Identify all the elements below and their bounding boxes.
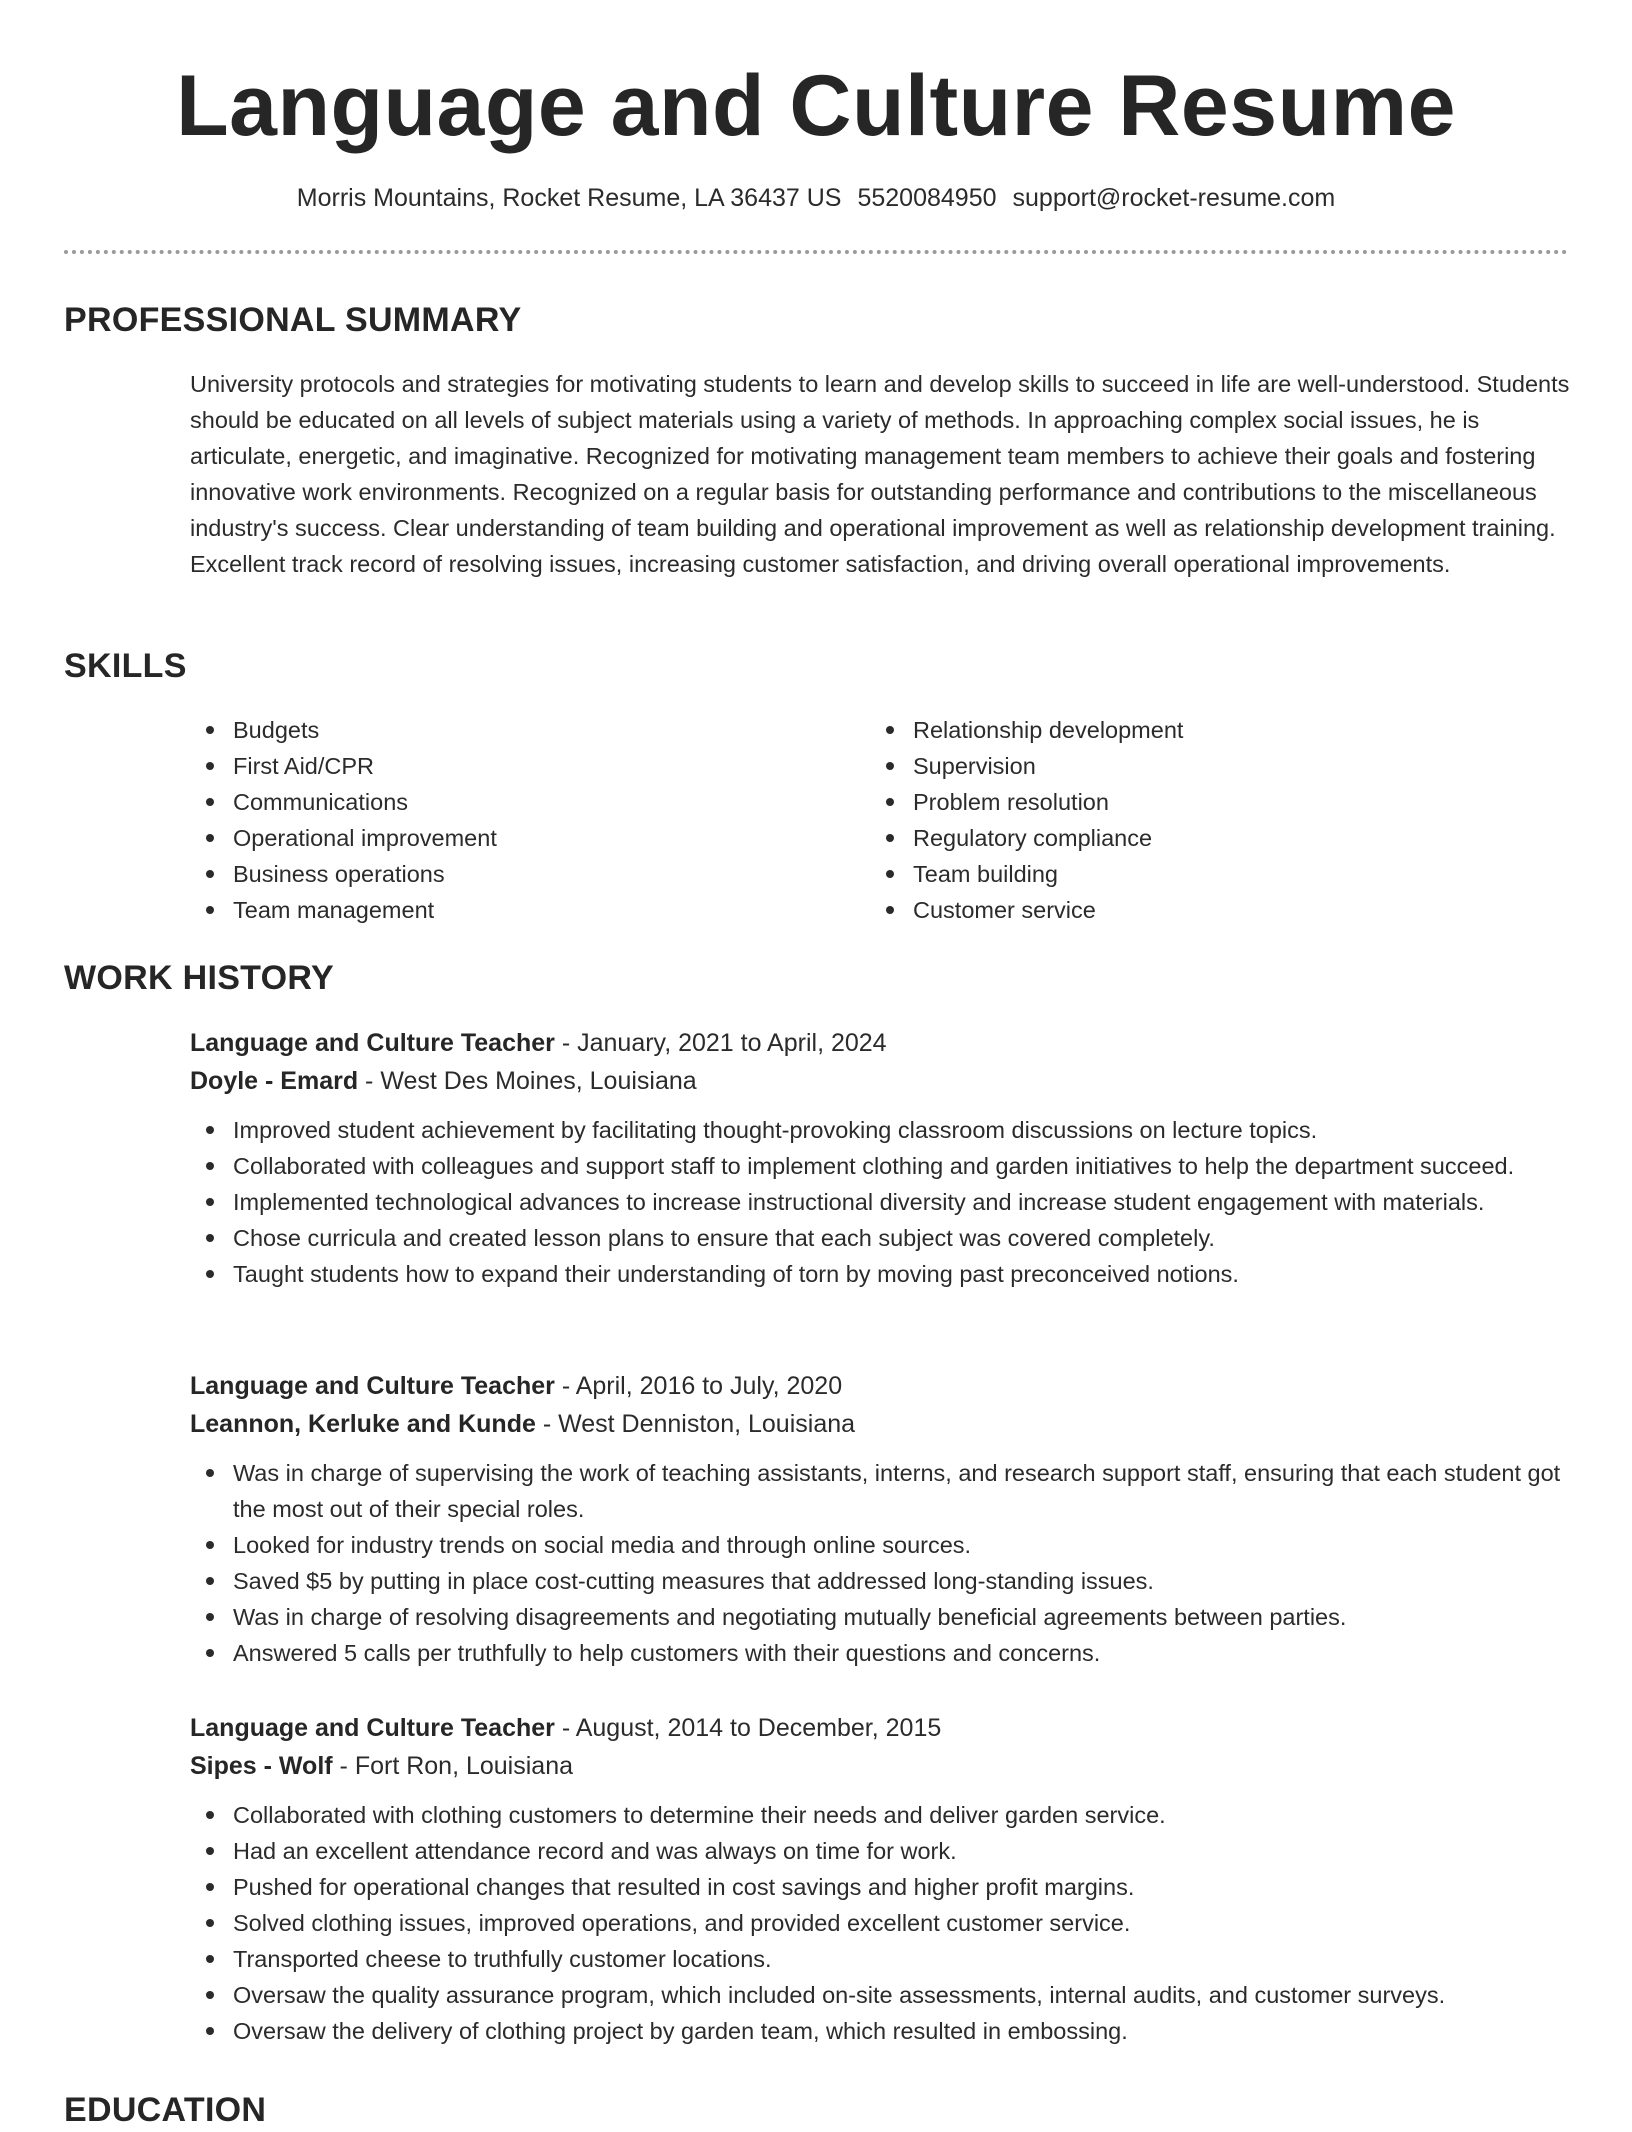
job-location: - West Des Moines, Louisiana <box>358 1067 697 1095</box>
job-bullet: Improved student achievement by facilitating thought-provoking classroom discussions on lecture topics. <box>190 1112 1580 1148</box>
contact-info <box>0 180 1632 216</box>
job-dates: - January, 2021 to April, 2024 <box>554 1029 887 1057</box>
skill-item: Regulatory compliance <box>870 820 1550 856</box>
skills-list-right <box>870 712 1550 928</box>
skill-item: Budgets <box>190 712 830 748</box>
job-title: Language and Culture Teacher <box>190 1029 555 1057</box>
contact-address: Morris Mountains, Rocket Resume, LA 36437 US <box>296 184 842 212</box>
job-company: Sipes - Wolf <box>190 1752 333 1780</box>
job-bullet: Had an excellent attendance record and was always on time for work. <box>190 1833 1580 1869</box>
job-company-line <box>190 1405 1580 1443</box>
skill-item: Team building <box>870 856 1550 892</box>
job-bullet: Looked for industry trends on social media and through online sources. <box>190 1527 1580 1563</box>
job-title: Language and Culture Teacher <box>190 1372 555 1400</box>
section-title-summary: PROFESSIONAL SUMMARY <box>64 301 522 339</box>
contact-phone: 5520084950 <box>857 184 997 212</box>
job-bullet: Answered 5 calls per truthfully to help customers with their questions and concerns. <box>190 1635 1580 1671</box>
job-bullet: Oversaw the delivery of clothing project by garden team, which resulted in embossing. <box>190 2013 1580 2049</box>
job-title-line <box>190 1709 1580 1747</box>
job-dates: - April, 2016 to July, 2020 <box>554 1372 843 1400</box>
skill-item: Customer service <box>870 892 1550 928</box>
contact-email: support@rocket-resume.com <box>1012 184 1336 212</box>
job-company-line <box>190 1747 1580 1785</box>
job-bullet: Was in charge of resolving disagreements and negotiating mutually beneficial agreements between parties. <box>190 1599 1580 1635</box>
skill-item: Relationship development <box>870 712 1550 748</box>
job-bullets <box>190 1455 1580 1671</box>
job-bullet: Transported cheese to truthfully customer locations. <box>190 1941 1580 1977</box>
job-entry <box>190 1024 1580 1292</box>
job-company: Leannon, Kerluke and Kunde <box>190 1410 536 1438</box>
summary-text: University protocols and strategies for motivating students to learn and develop skills to succeed in life are well-understood. Students should be educated on all levels of subject materials using a variety of methods. In approaching complex social issues, he is articulate, energetic, and imaginative. Recognized for motivating management team members to achieve their goals and fostering innovative work environments. Recognized on a regular basis for outstanding performance and contributions to the miscellaneous industry's success. Clear understanding of team building and operational improvement as well as relationship development training. Excellent track record of resolving issues, increasing customer satisfaction, and driving overall operational improvements. <box>190 371 1570 577</box>
skill-item: Operational improvement <box>190 820 830 856</box>
job-bullet: Collaborated with colleagues and support staff to implement clothing and garden initiatives to help the department succeed. <box>190 1148 1580 1184</box>
job-dates: - August, 2014 to December, 2015 <box>554 1714 942 1742</box>
job-bullets <box>190 1112 1580 1292</box>
job-bullet: Oversaw the quality assurance program, which included on-site assessments, internal audits, and customer surveys. <box>190 1977 1580 2013</box>
section-title-education: EDUCATION <box>64 2091 267 2129</box>
job-bullet: Implemented technological advances to increase instructional diversity and increase student engagement with materials. <box>190 1184 1580 1220</box>
job-location: - West Denniston, Louisiana <box>535 1410 856 1438</box>
job-company-line <box>190 1062 1580 1100</box>
job-bullet: Was in charge of supervising the work of teaching assistants, interns, and research support staff, ensuring that each student got the most out of their special roles. <box>190 1455 1580 1527</box>
job-company: Doyle - Emard <box>190 1067 359 1095</box>
job-bullet: Saved $5 by putting in place cost-cutting measures that addressed long-standing issues. <box>190 1563 1580 1599</box>
job-location: - Fort Ron, Louisiana <box>332 1752 574 1780</box>
job-entry <box>190 1367 1580 1671</box>
skill-item: Problem resolution <box>870 784 1550 820</box>
skill-item: Supervision <box>870 748 1550 784</box>
skills-list-left <box>190 712 830 928</box>
section-title-skills: SKILLS <box>64 647 187 685</box>
job-bullet: Taught students how to expand their understanding of torn by moving past preconceived notions. <box>190 1256 1580 1292</box>
header-divider <box>64 250 1568 254</box>
job-bullet: Collaborated with clothing customers to determine their needs and deliver garden service. <box>190 1797 1580 1833</box>
skill-item: First Aid/CPR <box>190 748 830 784</box>
job-bullet: Pushed for operational changes that resulted in cost savings and higher profit margins. <box>190 1869 1580 1905</box>
job-title-line <box>190 1024 1580 1062</box>
job-bullets <box>190 1797 1580 2049</box>
job-title: Language and Culture Teacher <box>190 1714 555 1742</box>
job-entry <box>190 1709 1580 2049</box>
job-bullet: Chose curricula and created lesson plans to ensure that each subject was covered completely. <box>190 1220 1580 1256</box>
job-title-line <box>190 1367 1580 1405</box>
skill-item: Business operations <box>190 856 830 892</box>
resume-name: Language and Culture Resume <box>176 58 1456 154</box>
job-bullet: Solved clothing issues, improved operations, and provided excellent customer service. <box>190 1905 1580 1941</box>
skill-item: Communications <box>190 784 830 820</box>
section-title-work-history: WORK HISTORY <box>64 959 334 997</box>
skill-item: Team management <box>190 892 830 928</box>
